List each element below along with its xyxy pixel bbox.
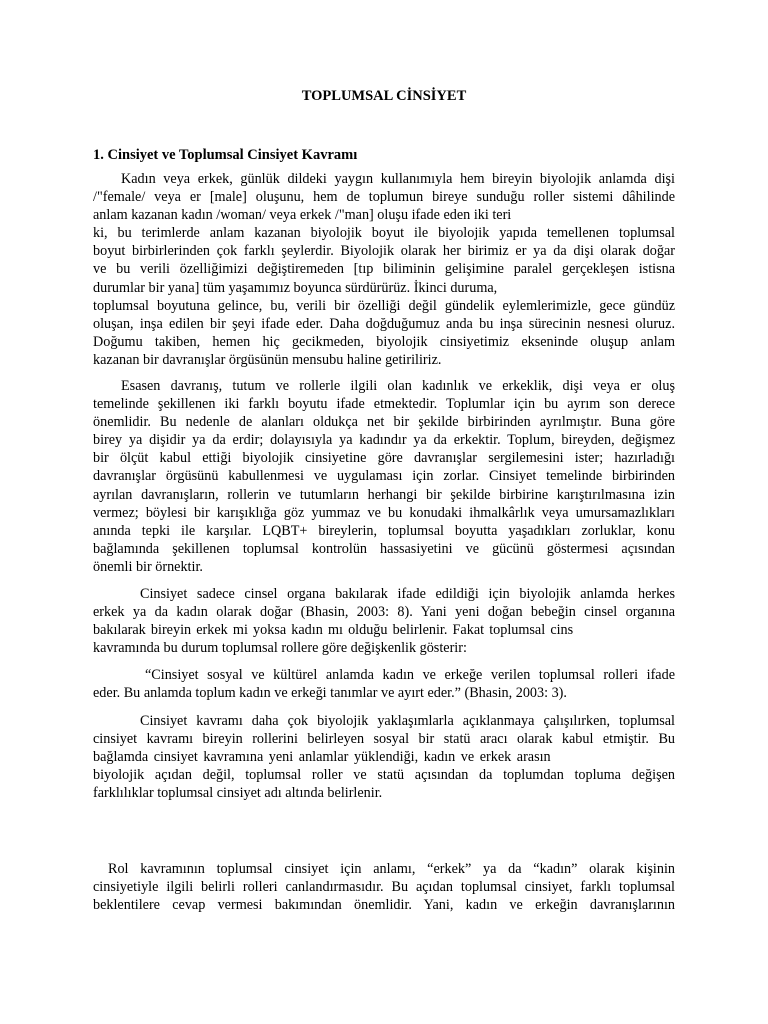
paragraph-2: [93, 377, 675, 576]
text-line: Cinsiyet sadece cinsel organa bakılarak ifade edildiği için biyolojik anlamda herkes: [140, 586, 675, 602]
text-line: ayrılan davranışların, rollerin ve tutumların herhangi bir şekilde birbirine karıştırılmasına izin: [93, 486, 675, 503]
text-line: cinsiyetiyle ilgili belirli rolleri canlandırmasıdır. Bu açıdan toplumsal cinsiyet, farklı toplumsal: [93, 879, 675, 896]
text-line: kazanan bir davranışlar örgüsünün mensubu haline getiriliriz.: [93, 351, 442, 368]
section-heading: 1. Cinsiyet ve Toplumsal Cinsiyet Kavramı: [93, 147, 358, 163]
text-line: boyut birbirlerinden çok farklı şeylerdir. Biyolojik olarak her birimiz er ya da dişi olarak doğar: [93, 243, 675, 260]
text-line: biyolojik açıdan değil, toplumsal roller ve statü açısından da toplumdan topluma değişen: [93, 767, 675, 784]
text-line: anında tepki ile karşılar. LQBT+ bireylerin, toplumsal boyutta yaşadıkları zorluklar, konu: [93, 522, 675, 539]
text-line: kavramında bu durum toplumsal rollere göre değişkenlik gösterir:: [93, 640, 467, 657]
text-line: temelinde şekillenen iki farklı boyutu ifade etmektedir. Toplumlar için bu ayrım son derece: [93, 396, 675, 413]
text-line: “Cinsiyet sosyal ve kültürel anlamda kadın ve erkeğe verilen toplumsal rolleri ifade: [145, 667, 675, 683]
text-line: önemli bir örnektir.: [93, 558, 203, 575]
text-line: bir ölçüt kabul ettiği biyolojik cinsiyetine göre davranışlar sergilemesini ister; hazırladığı: [93, 450, 675, 467]
text-line: Esasen davranış, tutum ve rollerle ilgili olan kadınlık ve erkeklik, dişi veya er oluş: [121, 378, 675, 394]
text-line: birey ya dişidir ya da erdir; dolayısıyla ya kadındır ya da erkektir. Toplum, bireyden, değişmez: [93, 432, 675, 449]
paragraph-1: [93, 170, 675, 369]
text-line: önemlidir. Bu nedenle de alanları oldukça net bir şekilde birbirinden ayrılmıştır. Buna göre: [93, 414, 675, 431]
text-line: ki, bu terimlerde anlam kazanan biyolojik boyut ile biyolojik yapıda temellenen toplumsal: [93, 225, 675, 242]
text-line: bağlamda cinsiyet kavramına yeni anlamlar yüklendiği, kadın ve erkek arasın: [93, 749, 551, 766]
text-line: davranışlar örgüsünü kabullenmesi ve uygulaması için zorlar. Cinsiyet temelinde birbirinden: [93, 468, 675, 485]
text-line: ve bu verili özelliğimizi değiştiremeden [tıp biliminin gelişimine paralel gerçekleşen istisna: [93, 261, 675, 278]
paragraph-5: [93, 712, 675, 802]
text-line: Cinsiyet kavramı daha çok biyolojik yaklaşımlarla açıklanmaya çalışılırken, toplumsal: [140, 713, 675, 729]
text-line: Kadın veya erkek, günlük dildeki yaygın kullanımıyla hem bireyin biyolojik anlamda dişi: [121, 171, 675, 187]
text-line: eder. Bu anlamda toplum kadın ve erkeği tanımlar ve ayırt eder.” (Bhasin, 2003: 3).: [93, 685, 567, 702]
text-line: /"female/ veya er [male] oluşunu, hem de toplumun bireye sunduğu roller sistemi dâhilinde: [93, 189, 675, 206]
text-line: erkek ya da kadın olarak doğar (Bhasin, 2003: 8). Yani yeni doğan bebeğin cinsel organına: [93, 604, 675, 621]
text-line: beklentilere cevap vermesi bakımından önemlidir. Yani, kadın ve erkeğin davranışlarının: [93, 897, 675, 914]
text-line: Doğumu takiben, hemen hiç gecikmeden, biyolojik cinsiyetimiz ekseninde oluşup anlam: [93, 333, 675, 350]
paragraph-3: [93, 585, 675, 657]
text-line: bakılarak bireyin erkek mi yoksa kadın mı olduğu belirlenir. Fakat toplumsal cins: [93, 622, 574, 639]
quote-paragraph: [93, 666, 675, 702]
page-title: TOPLUMSAL CİNSİYET: [301, 88, 467, 104]
text-line: anlam kazanan kadın /woman/ veya erkek /"man] oluşu ifade eden iki teri: [93, 207, 512, 224]
text-line: oluşan, inşa edilen bir şeyi ifade eder. Daha doğduğumuz anda bu inşa sürecinin nesnesi oluruz.: [93, 315, 675, 332]
text-line: bağlamında şekillenen toplumsal kontrolün hassasiyetini ve gücünü göstermesi açısından: [93, 540, 675, 557]
text-line: vermez; böylesi bir karışıklığa göz yummaz ve bu konudaki ihmalkârlık veya umursamazlıkları: [93, 504, 675, 521]
text-line: farklılıklar toplumsal cinsiyet adı altında belirlenir.: [93, 785, 383, 802]
text-line: cinsiyet kavramı bireyin rollerini belirleyen sosyal bir statü aracı olarak kabul etmiştir. Bu: [93, 731, 675, 748]
text-line: toplumsal boyutuna gelince, bu, verili bir özelliği değil gündelik eylemlerimizle, gece gündüz: [93, 297, 675, 314]
text-line: Rol kavramının toplumsal cinsiyet için anlamı, “erkek” ya da “kadın” olarak kişinin: [108, 861, 675, 877]
paragraph-6: [93, 860, 675, 914]
text-line: durumlar bir yana] tüm yaşamımız boyunca sürdürürüz. İkinci duruma,: [93, 279, 498, 296]
